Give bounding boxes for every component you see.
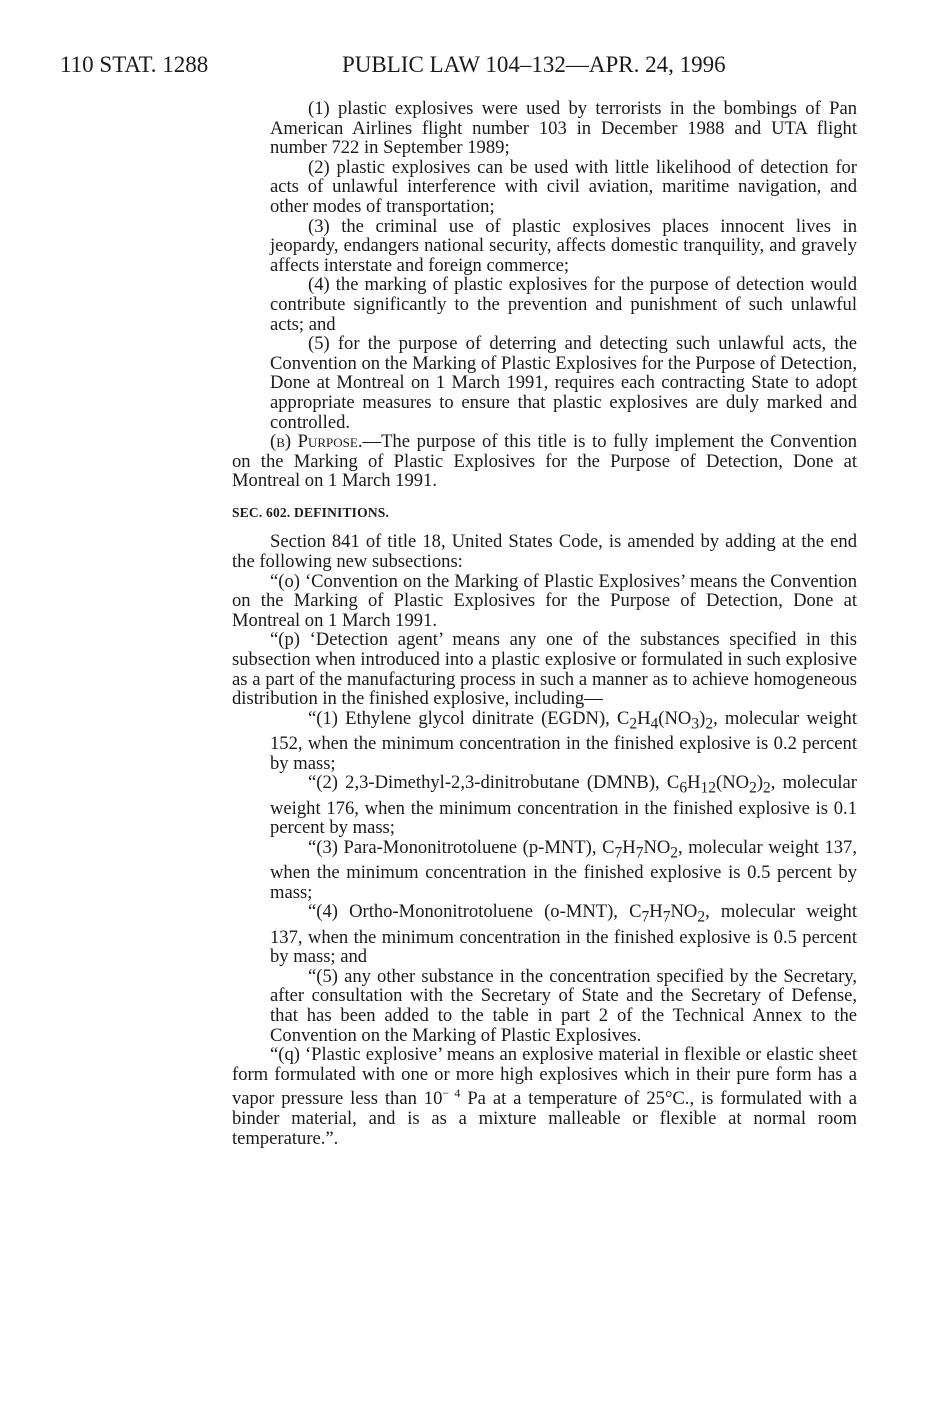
finding-5: (5) for the purpose of deterring and detecting such unlawful acts, the Convention on the Marking of Plastic Explosives for the Purpose of Detection, Done at Montreal on 1 March 1991, requires each contracting State to adopt appropriate measures to ensure that plastic explosives are duly marked and controlled. <box>270 333 857 433</box>
document-body <box>232 99 857 1148</box>
purpose-label: (b) Purpose. <box>270 431 363 453</box>
statute-page-number: 110 STAT. 1288 <box>60 52 209 77</box>
agent-3-details: , molecular weight 137, when the minimum concentration in the finished explosive is 0.5 percent by mass; <box>270 836 857 903</box>
definition-q-tail: Pa at a temperature of 25°C., is formulated with a binder material, and is as a mixture malleable or flexible at normal room temperature.”. <box>232 1088 857 1149</box>
purpose-text: —The purpose of this title is to fully implement the Convention on the Marking of Plastic Explosives for the Purpose of Detection, Done at Montreal on 1 March 1991. <box>232 431 857 492</box>
finding-4: (4) the marking of plastic explosives for the purpose of detection would contribute significantly to the prevention and punishment of such unlawful acts; and <box>270 274 857 335</box>
definition-o: “(o) ‘Convention on the Marking of Plastic Explosives’ means the Convention on the Marking of Plastic Explosives for the Purpose of Detection, Done at Montreal on 1 March 1991. <box>232 570 857 631</box>
detection-agent-2: “(2) 2,3-Dimethyl-2,3-dinitrobutane (DMNB), $C_6H_{12}(NO_2)_2$, molecular weight 176, when the minimum concentration in the finished explosive is 0.1 percent by mass; <box>270 772 857 839</box>
agent-1-details: , molecular weight 152, when the minimum concentration in the finished explosive is 0.2 percent by mass; <box>270 707 857 774</box>
agent-2-name: “(2) 2,3-Dimethyl-2,3-dinitrobutane (DMNB), C <box>308 772 680 794</box>
finding-1: (1) plastic explosives were used by terrorists in the bombings of Pan American Airlines flight number 103 in December 1988 and UTA flight number 722 in September 1989; <box>270 98 857 159</box>
definition-p: “(p) ‘Detection agent’ means any one of the substances specified in this subsection when introduced into a plastic explosive or formulated in such explosive as a part of the manufacturing process in such a manner as to achieve homogeneous distribution in the finished explosive, including— <box>232 629 857 710</box>
detection-agent-1: “(1) Ethylene glycol dinitrate (EGDN), $C_2H_4(NO_3)_2$, molecular weight 152, when the minimum concentration in the finished explosive is 0.2 percent by mass; <box>270 707 857 774</box>
agent-2-details: , molecular weight 176, when the minimum concentration in the finished explosive is 0.1 percent by mass; <box>270 772 857 839</box>
definition-q-text: “(q) ‘Plastic explosive’ means an explosive material in flexible or elastic sheet form formulated with one or more high explosives which in their pure form has a vapor pressure less than 10 <box>232 1044 857 1110</box>
vapor-pressure-exponent: − 4 <box>442 1086 461 1101</box>
agent-1-name: “(1) Ethylene glycol dinitrate (EGDN), C <box>308 707 630 729</box>
finding-3: (3) the criminal use of plastic explosives places innocent lives in jeopardy, endangers national security, affects domestic tranquility, and gravely affects interstate and foreign commerce; <box>270 215 857 276</box>
purpose-paragraph <box>232 432 857 491</box>
finding-2: (2) plastic explosives can be used with little likelihood of detection for acts of unlawful interference with civil aviation, maritime navigation, and other modes of transportation; <box>270 156 857 217</box>
detection-agent-5: “(5) any other substance in the concentration specified by the Secretary, after consultation with the Secretary of State and the Secretary of Defense, that has been added to the table in part 2 of the Technical Annex to the Convention on the Marking of Plastic Explosives. <box>270 965 857 1046</box>
definition-q <box>232 1045 857 1148</box>
agent-4-details: , molecular weight 137, when the minimum concentration in the finished explosive is 0.5 percent by mass; and <box>270 901 858 968</box>
section-intro: Section 841 of title 18, United States Code, is amended by adding at the end the following new subsections: <box>232 531 857 573</box>
public-law-title: PUBLIC LAW 104–132—APR. 24, 1996 <box>342 52 726 77</box>
detection-agent-4: “(4) Ortho-Mononitrotoluene (o-MNT), $C_7H_7NO_2$, molecular weight 137, when the minimum concentration in the finished explosive is 0.5 percent by mass; and <box>270 901 858 968</box>
detection-agent-3: “(3) Para-Mononitrotoluene (p-MNT), $C_7H_7NO_2$, molecular weight 137, when the minimum concentration in the finished explosive is 0.5 percent by mass; <box>270 836 857 903</box>
page-header <box>60 52 760 86</box>
section-heading: SEC. 602. DEFINITIONS. <box>232 504 390 520</box>
agent-3-name: “(3) Para-Mononitrotoluene (p-MNT), C <box>308 836 615 858</box>
agent-4-name: “(4) Ortho-Mononitrotoluene (o-MNT), C <box>308 901 642 923</box>
